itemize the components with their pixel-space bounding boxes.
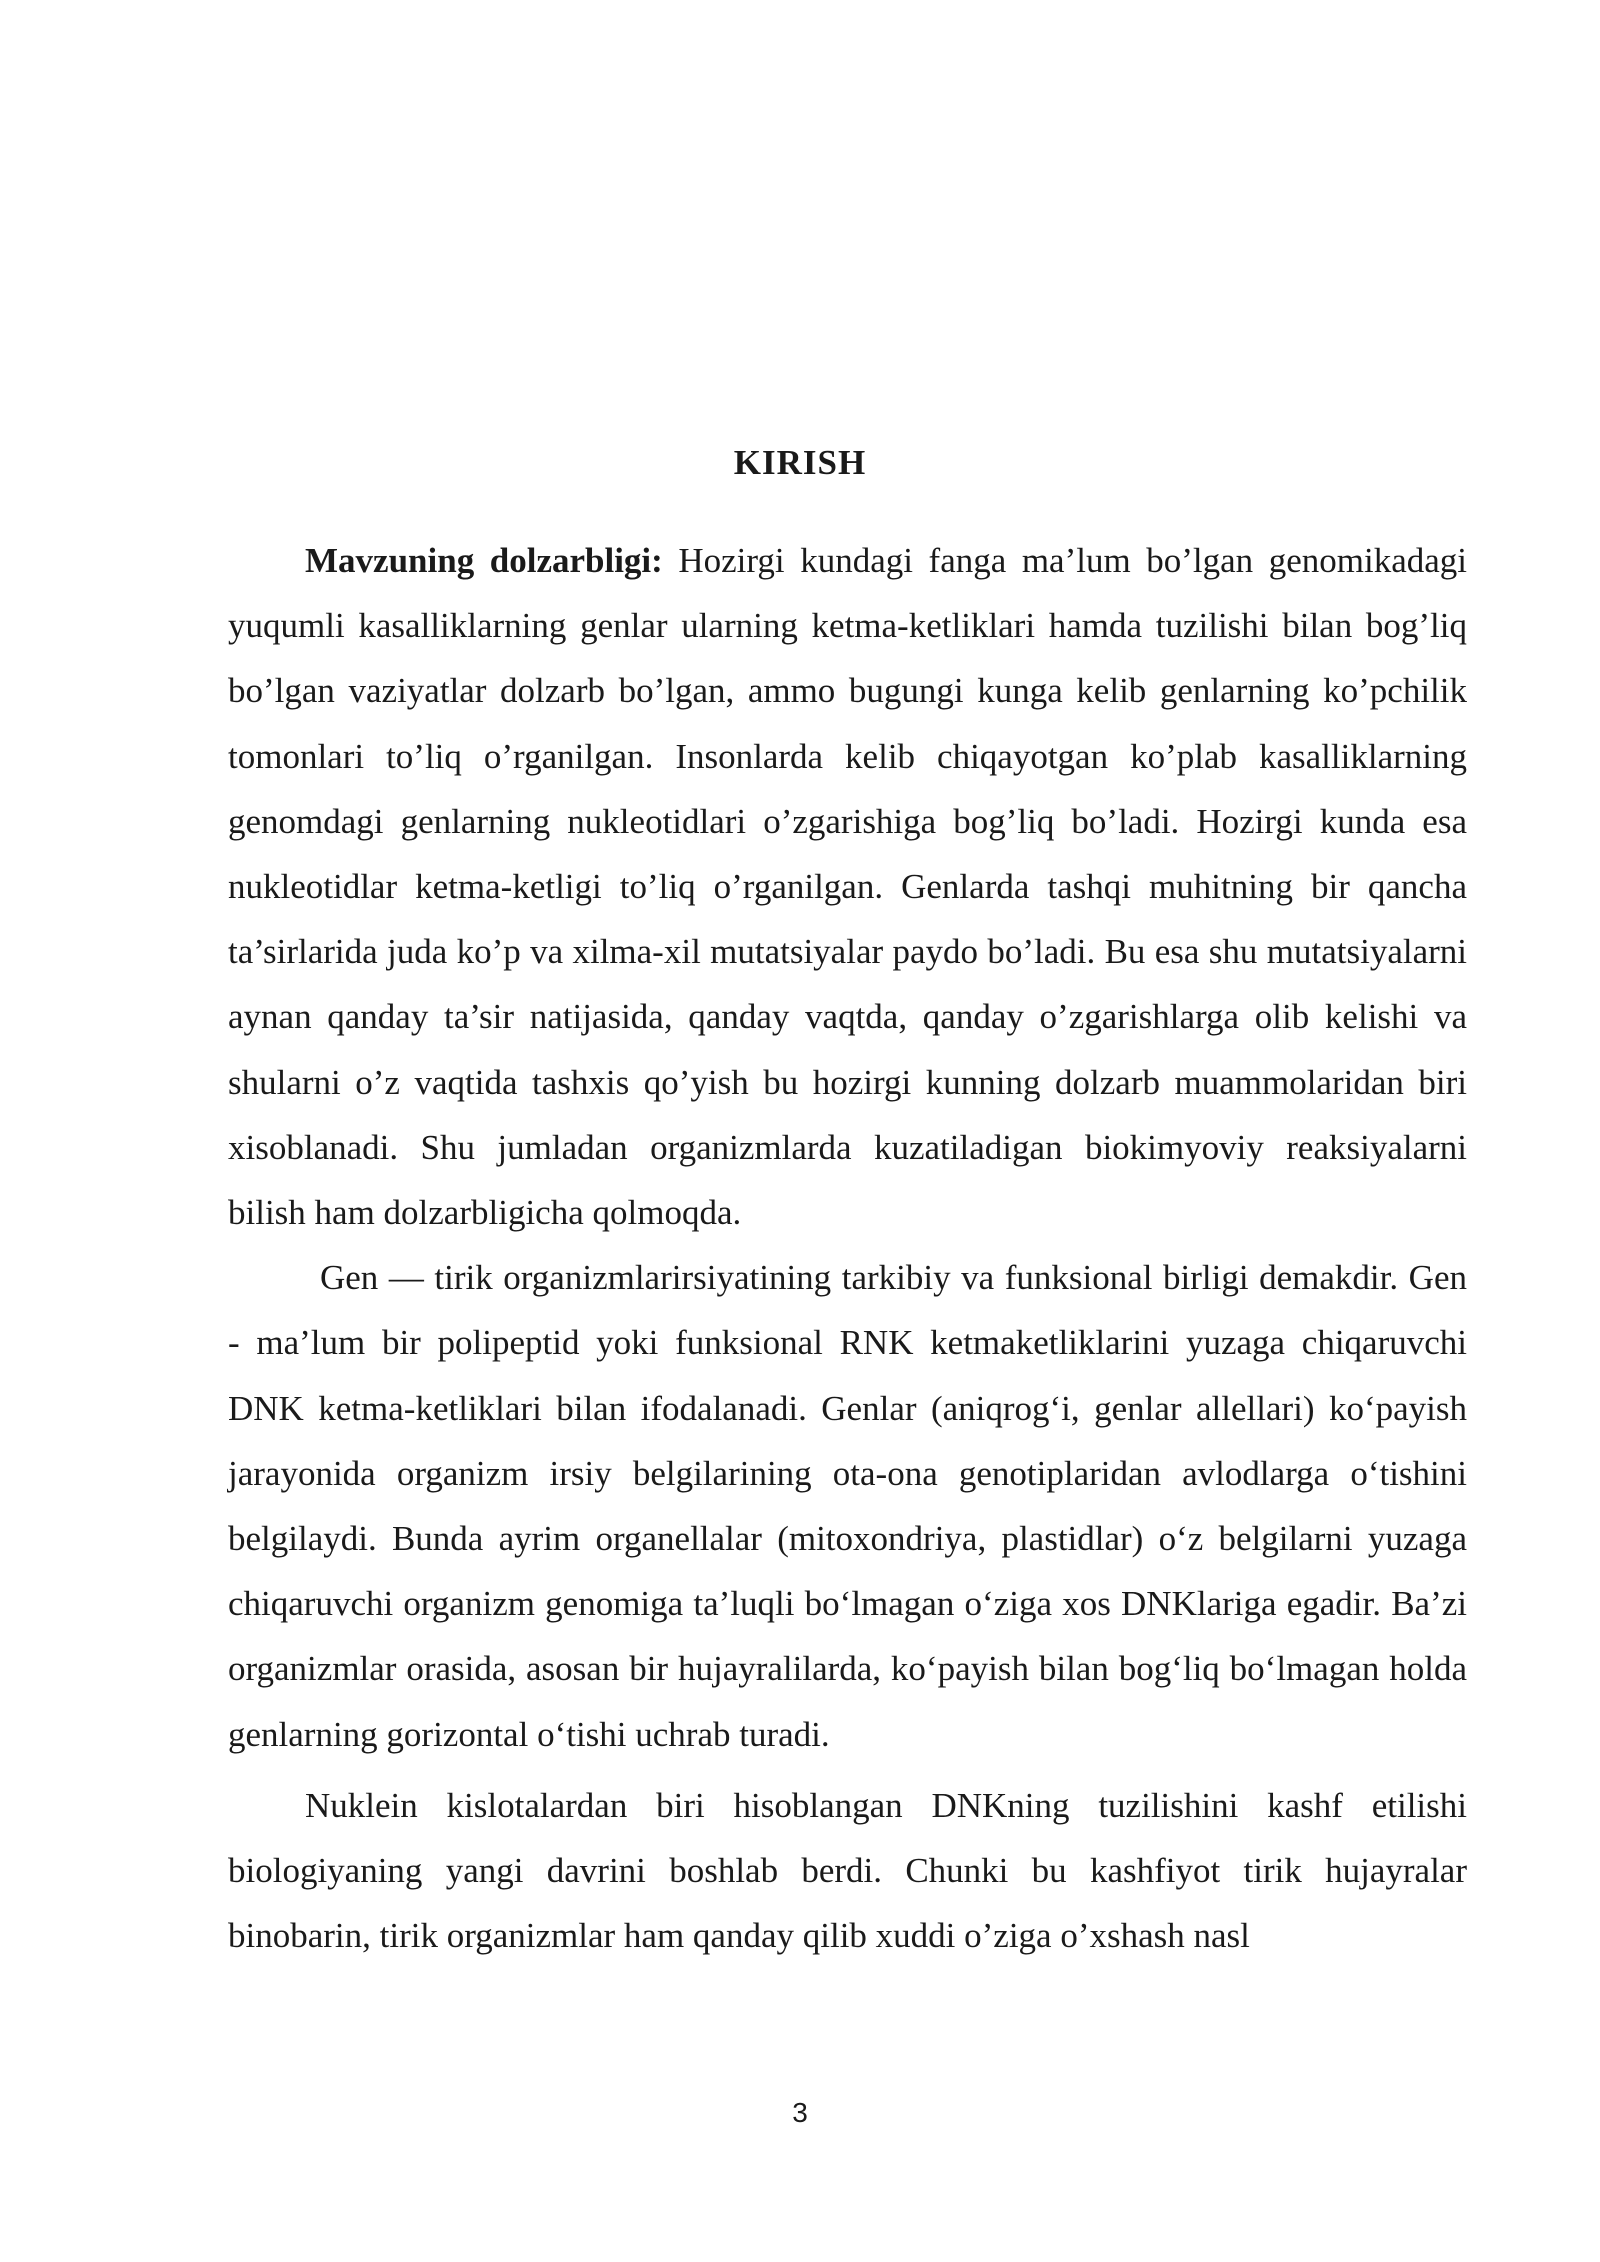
paragraph-text: Gen — tirik organizmlarirsiyatining tarkibiy va funksional birligi demakdir. Gen - ma’lum bir polipeptid yoki funksional RNK ketmaketliklarini yuzaga chiqaruvchi DNK ketma-ketliklari bilan ifodalanadi. Genlar (aniqrog‘i, genlar allellari) ko‘payish jarayonida organizm irsiy belgilarining ota-ona genotiplaridan avlodlarga o‘tishini belgilaydi. Bunda ayrim organellalar (mitoxondriya, plastidlar) o‘z belgilarni yuzaga chiqaruvchi organizm genomiga ta’luqli bo‘lmagan o‘ziga xos DNKlariga egadir. Ba’zi organizmlar orasida, asosan bir hujayralilarda, ko‘payish bilan bog‘liq bo‘lmagan holda genlarning gorizontal o‘tishi uchrab turadi. (228, 1258, 1467, 1754)
body-text (228, 528, 1467, 1968)
paragraph-relevance (228, 528, 1467, 1245)
paragraph-gen-definition (228, 1245, 1467, 1767)
page-number: 3 (792, 2097, 808, 2128)
paragraph-text: Hozirgi kundagi fanga ma’lum bo’lgan genomikadagi yuqumli kasalliklarning genlar ularning ketma-ketliklari hamda tuzilishi bilan bog’liq bo’lgan vaziyatlar dolzarb bo’lgan, ammo bugungi kunga kelib genlarning ko’pchilik tomonlari to’liq o’rganilgan. Insonlarda kelib chiqayotgan ko’plab kasalliklarning genomdagi genlarning nukleotidlari o’zgarishiga bog’liq bo’ladi. Hozirgi kunda esa nukleotidlar ketma-ketligi to’liq o’rganilgan. Genlarda tashqi muhitning bir qancha ta’sirlarida juda ko’p va xilma-xil mutatsiyalar paydo bo’ladi. Bu esa shu mutatsiyalarni aynan qanday ta’sir natijasida, qanday vaqtda, qanday o’zgarishlarga olib kelishi va shularni o’z vaqtida tashxis qo’yish bu hozirgi kunning dolzarb muammolaridan biri xisoblanadi. Shu jumladan organizmlarda kuzatiladigan biokimyoviy reaksiyalarni bilish ham dolzarbligicha qolmoqda. (228, 541, 1467, 1233)
paragraph-lead: Mavzuning dolzarbligi: (305, 541, 663, 580)
section-heading: KIRISH (733, 443, 867, 482)
paragraph-text: Nuklein kislotalardan biri hisoblangan DNKning tuzilishini kashf etilishi biologiyaning yangi davrini boshlab berdi. Chunki bu kashfiyot tirik hujayralar binobarin, tirik organizmlar ham qanday qilib xuddi o’ziga o’xshash nasl (228, 1785, 1467, 1956)
paragraph-nucleic-acids (228, 1773, 1467, 1969)
